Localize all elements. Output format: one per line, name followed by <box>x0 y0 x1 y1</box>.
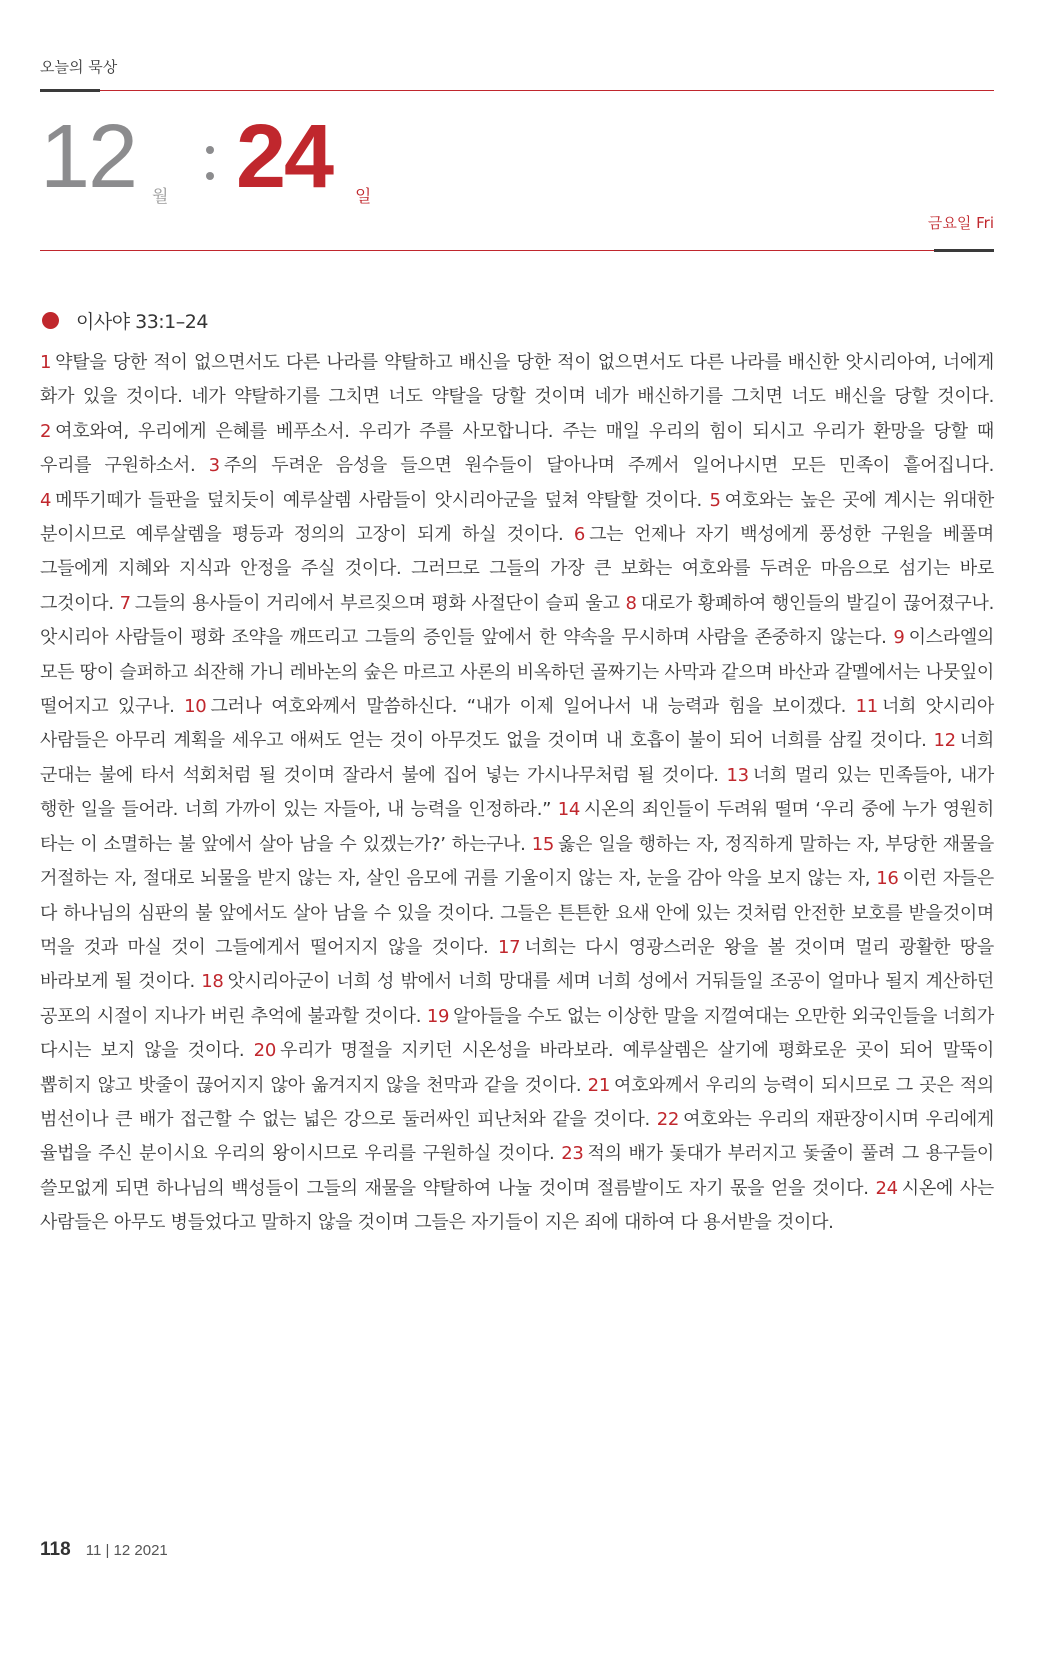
verse-text: 대로가 황폐하여 행인들의 발길이 끊어졌구나. 앗시리아 사람들이 평화 조약을 깨뜨리고 그들의 증인들 앞에서 한 약속을 무시하며 사람을 존중하지 않는다. <box>40 592 994 649</box>
verse-number: 13 <box>726 764 749 786</box>
verse-number: 4 <box>40 489 52 511</box>
verse-text: 너희 멀리 있는 민족들아, 내가 행한 일을 들어라. 너희 가까이 있는 자들아, 내 능력을 인정하라.” <box>40 764 994 821</box>
verse-number: 2 <box>40 420 52 442</box>
day-unit: 일 <box>355 187 372 207</box>
verse-number: 11 <box>855 696 878 718</box>
verse-text: 너희 앗시리아 사람들은 아무리 계획을 세우고 애써도 얻는 것이 아무것도 없을 것이며 내 호흡이 불이 되어 너희를 삼킬 것이다. <box>40 696 995 752</box>
verse-number: 20 <box>253 1040 276 1062</box>
bullet-dot-icon <box>42 312 59 329</box>
verse-number: 22 <box>656 1108 680 1130</box>
verse-text: 시온에 사는 사람들은 아무도 병들었다고 말하지 않을 것이며 그들은 자기들이 지은 죄에 대하여 다 용서받을 것이다. <box>40 1177 995 1234</box>
colon-dot-bottom <box>206 172 214 180</box>
month-unit: 월 <box>152 187 169 207</box>
verse-number: 1 <box>40 352 52 373</box>
page-number: 118 <box>40 1539 71 1560</box>
verse-text: 적의 배가 돛대가 부러지고 돛줄이 풀려 그 용구들이 쓸모없게 되면 하나님의 백성들이 그들의 재물을 약탈하여 나눌 것이며 절름발이도 자기 몫을 얻을 것이다. <box>40 1143 995 1199</box>
page-footer <box>40 1539 168 1563</box>
verse-number: 8 <box>625 592 637 614</box>
verse-text: 너희 군대는 불에 타서 석회처럼 될 것이며 잘라서 불에 집어 넣는 가시나무처럼 될 것이다. <box>40 730 995 786</box>
passage-body <box>40 346 994 1241</box>
verse-number: 5 <box>709 489 721 511</box>
verse-number: 12 <box>933 730 956 752</box>
verse-text: 알아들을 수도 없는 이상한 말을 지껄여대는 오만한 외국인들을 너희가 다시는 보지 않을 것이다. <box>40 1005 994 1062</box>
top-rule-red <box>100 90 994 91</box>
verse-number: 14 <box>557 799 581 821</box>
month-number: 12 <box>40 107 137 207</box>
verse-text: 앗시리아군이 너희 성 밖에서 너희 망대를 세며 너희 성에서 거둬들일 조공이 얼마나 될지 계산하던 공포의 시절이 지나가 버린 추억에 불과할 것이다. <box>40 971 995 1027</box>
verse-text: 우리가 명절을 지키던 시온성을 바라보라. 예루살렘은 살기에 평화로운 곳이 되어 말뚝이 뽑히지 않고 밧줄이 끊어지지 않아 옮겨지지 않을 천막과 같을 것이다. <box>40 1040 994 1096</box>
colon-dot-top <box>206 146 214 154</box>
verse-text: 이런 자들은 다 하나님의 심판의 불 앞에서도 살아 남을 수 있을 것이다. 그들은 튼튼한 요새 안에 있는 것처럼 안전한 보호를 받을것이며 먹을 것과 마실 것이 그들에게서 떨어지지 않을 것이다. <box>40 868 994 958</box>
verse-text: 이스라엘의 모든 땅이 슬퍼하고 쇠잔해 가니 레바논의 숲은 마르고 사론의 비옥하던 골짜기는 사막과 같으며 바산과 갈멜에서는 나뭇잎이 떨어지고 있구나. <box>40 627 995 718</box>
day-number: 24 <box>236 107 333 207</box>
verse-text: 약탈을 당한 적이 없으면서도 다른 나라를 약탈하고 배신을 당한 적이 없으면서도 다른 나라를 배신한 앗시리아여, 너에게 화가 있을 것이다. 네가 약탈하기를 그치면 너도 약탈을 당할 것이며 네가 배신하기를 그치면 너도 배신을 당할 것이다. <box>40 352 994 408</box>
verse-number: 7 <box>119 592 131 614</box>
verse-text: 여호와는 우리의 재판장이시며 우리에게 율법을 주신 분이시요 우리의 왕이시므로 우리를 구원하실 것이다. <box>40 1108 994 1165</box>
verse-number: 21 <box>587 1074 610 1096</box>
verse-text: 너희는 다시 영광스러운 왕을 볼 것이며 멀리 광활한 땅을 바라보게 될 것이다. <box>40 936 994 993</box>
verse-number: 17 <box>498 936 521 958</box>
issue-label: 11 | 12 2021 <box>85 1542 168 1559</box>
mid-rule-dark <box>934 249 994 252</box>
verse-number: 19 <box>426 1005 450 1027</box>
verse-text: 메뚜기떼가 들판을 덮치듯이 예루살렘 사람들이 앗시리아군을 덮쳐 약탈할 것이다. <box>55 489 702 511</box>
verse-text: 그는 언제나 자기 백성에게 풍성한 구원을 베풀며 그들에게 지혜와 지식과 안정을 주실 것이다. 그러므로 그들의 가장 큰 보화는 여호와를 두려운 마음으로 섬기는 바로 그것이다. <box>40 524 994 614</box>
section-kicker: 오늘의 묵상 <box>40 58 118 76</box>
verse-text: 시온의 죄인들이 두려워 떨며 ‘우리 중에 누가 영원히 타는 이 소멸하는 불 앞에서 살아 남을 수 있겠는가?’ 하는구나. <box>40 799 994 855</box>
scripture-reference-text: 이사야 33:1–24 <box>76 311 208 333</box>
verse-number: 15 <box>531 833 555 855</box>
verse-text: 여호와께서 우리의 능력이 되시므로 그 곳은 적의 범선이나 큰 배가 접근할 수 없는 넓은 강으로 둘러싸인 피난처와 같을 것이다. <box>40 1074 995 1130</box>
verse-number: 3 <box>208 455 220 477</box>
verse-text: 여호와는 높은 곳에 계시는 위대한 분이시므로 예루살렘을 평등과 정의의 고장이 되게 하실 것이다. <box>40 489 995 546</box>
verse-number: 23 <box>561 1143 584 1165</box>
verse-text: 그들의 용사들이 거리에서 부르짖으며 평화 사절단이 슬피 울고 <box>134 592 620 614</box>
verse-number: 24 <box>875 1177 898 1199</box>
verse-number: 16 <box>876 868 899 890</box>
verse-number: 6 <box>573 524 586 546</box>
verse-number: 18 <box>201 971 224 993</box>
mid-rule-red <box>40 250 934 251</box>
verse-text: 주의 두려운 음성을 들으면 원수들이 달아나며 주께서 일어나시면 모든 민족이 흩어집니다. <box>223 455 995 477</box>
verse-text: 그러나 여호와께서 말씀하신다. “내가 이제 일어나서 내 능력과 힘을 보이겠다. <box>210 696 847 718</box>
verse-number: 10 <box>184 696 207 718</box>
verse-number: 9 <box>893 627 905 649</box>
top-rule-dark <box>40 89 100 92</box>
verse-text: 여호와여, 우리에게 은혜를 베푸소서. 우리가 주를 사모합니다. 주는 매일 우리의 힘이 되시고 우리가 환망을 당할 때 우리를 구원하소서. <box>40 420 994 477</box>
weekday-label: 금요일 Fri <box>927 214 994 232</box>
verse-text: 옳은 일을 행하는 자, 정직하게 말하는 자, 부당한 재물을 거절하는 자, 절대로 뇌물을 받지 않는 자, 살인 음모에 귀를 기울이지 않는 자, 눈을 감아 악을 보지 않는 자, <box>40 833 995 890</box>
